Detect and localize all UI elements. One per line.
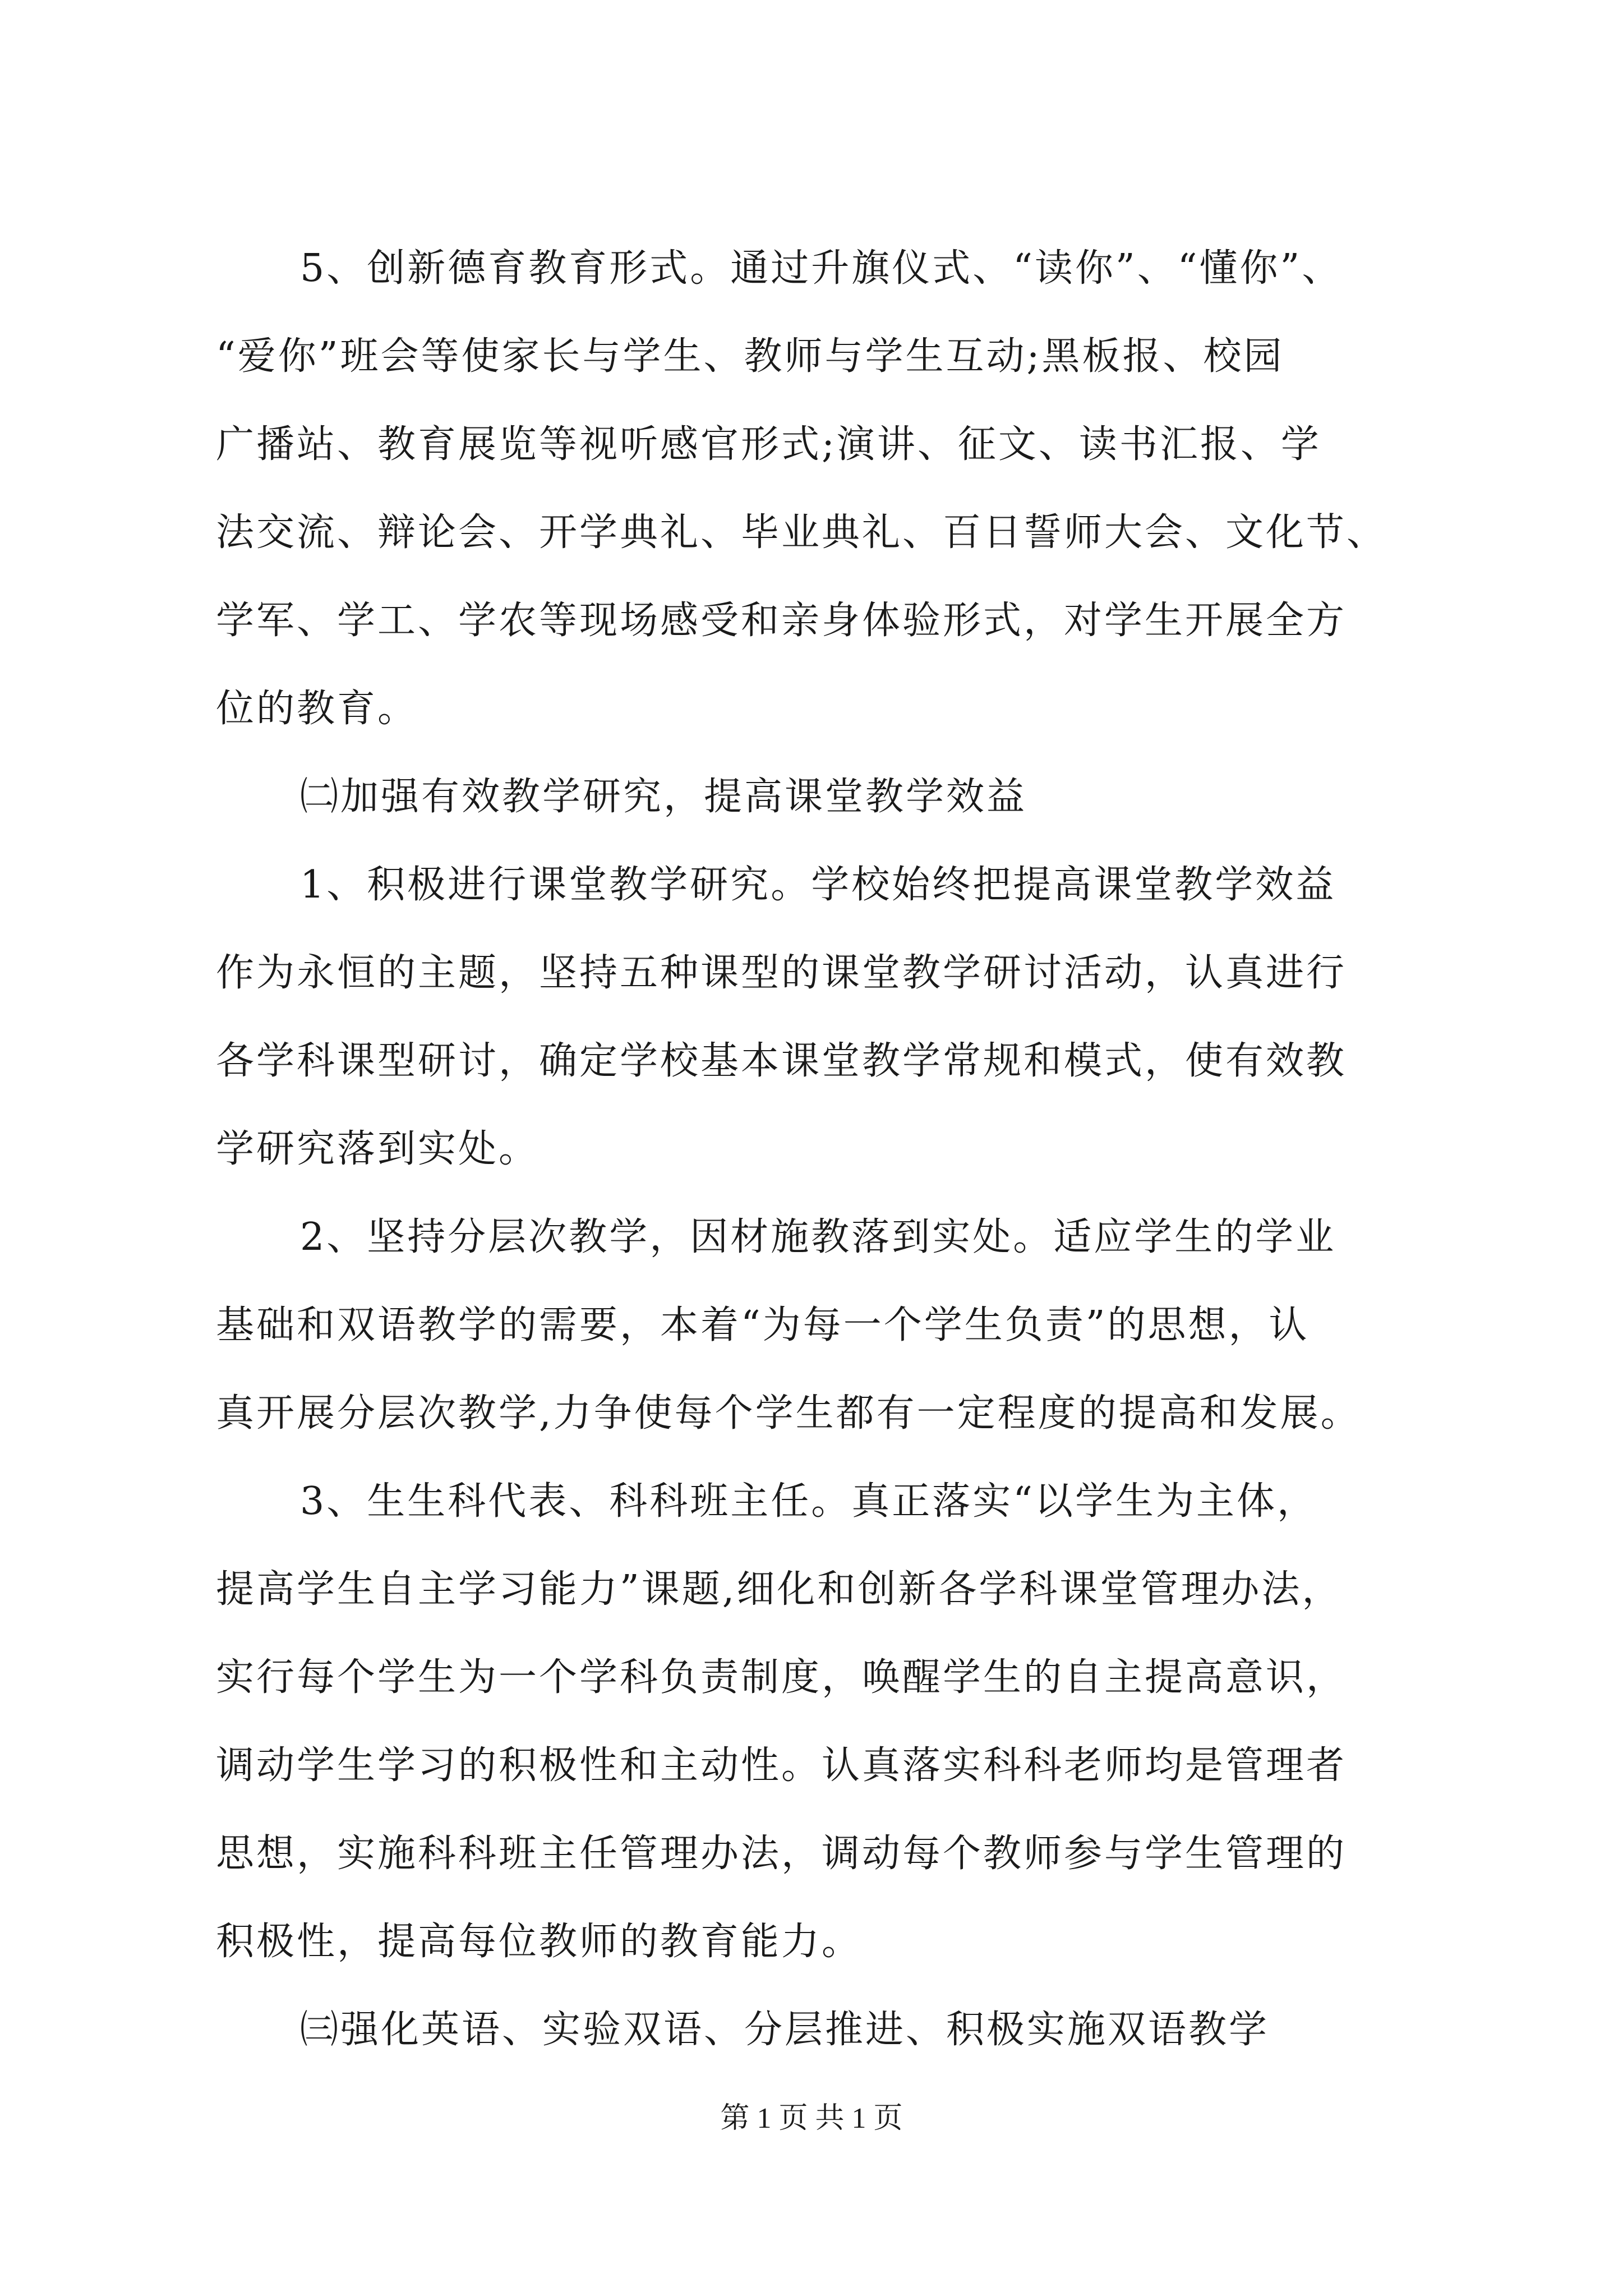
section-heading: ㈢强化英语、实验双语、分层推进、积极实施双语教学 — [300, 2008, 1270, 2052]
paragraph-line: 实行每个学生为一个学科负责制度，唤醒学生的自主提高意识， — [216, 1655, 1347, 1700]
paragraph-line: 法交流、辩论会、开学典礼、毕业典礼、百日誓师大会、文化节、 — [216, 510, 1387, 555]
paragraph-line: “爱你”班会等使家长与学生、教师与学生互动;黑板报、校园 — [216, 334, 1284, 379]
paragraph-line: 积极性，提高每位教师的教育能力。 — [216, 1920, 863, 1964]
paragraph-line: 调动学生学习的积极性和主动性。认真落实科科老师均是管理者 — [216, 1743, 1347, 1788]
paragraph-line: 位的教育。 — [216, 687, 418, 731]
paragraph-line: 1、积极进行课堂教学研究。学校始终把提高课堂教学效益 — [300, 863, 1336, 907]
paragraph-line: 提高学生自主学习能力”课题,细化和创新各学科课堂管理办法， — [216, 1567, 1343, 1612]
paragraph-line: 广播站、教育展览等视听感官形式;演讲、征文、读书汇报、学 — [216, 422, 1321, 467]
paragraph-line: 3、生生科代表、科科班主任。真正落实“以学生为主体， — [300, 1479, 1318, 1524]
paragraph-line: 真开展分层次教学,力争使每个学生都有一定程度的提高和发展。 — [216, 1391, 1361, 1435]
page-footer: 第 1 页 共 1 页 — [720, 2102, 903, 2134]
paragraph-line: 各学科课型研讨，确定学校基本课堂教学常规和模式，使有效教 — [216, 1039, 1347, 1083]
section-heading: ㈡加强有效教学研究，提高课堂教学效益 — [300, 775, 1027, 819]
paragraph-line: 作为永恒的主题，坚持五种课型的课堂教学研讨活动，认真进行 — [216, 951, 1347, 995]
paragraph-line: 基础和双语教学的需要，本着“为每一个学生负责”的思想，认 — [216, 1303, 1310, 1347]
paragraph-line: 学研究落到实处。 — [216, 1127, 540, 1171]
paragraph-line: 思想，实施科科班主任管理办法，调动每个教师参与学生管理的 — [216, 1832, 1347, 1876]
paragraph-line: 学军、学工、学农等现场感受和亲身体验形式，对学生开展全方 — [216, 599, 1347, 643]
paragraph-line: 5、创新德育教育形式。通过升旗仪式、“读你”、“懂你”、 — [300, 246, 1343, 291]
document-body — [216, 224, 1416, 2074]
paragraph-line: 2、坚持分层次教学，因材施教落到实处。适应学生的学业 — [300, 1215, 1336, 1259]
